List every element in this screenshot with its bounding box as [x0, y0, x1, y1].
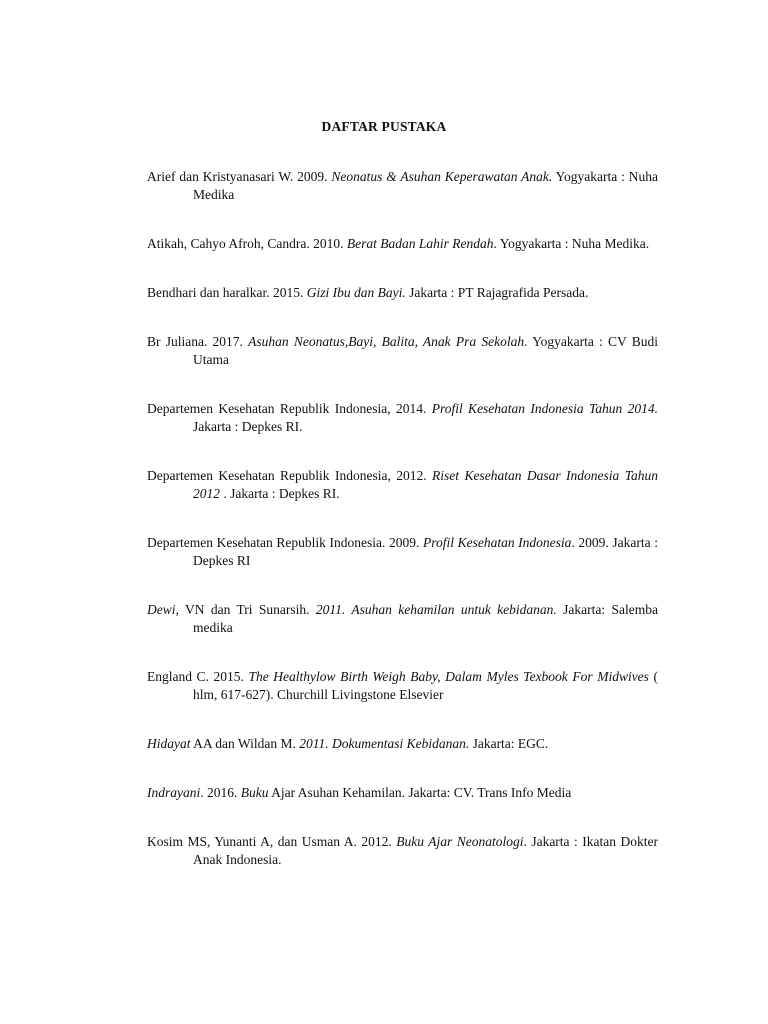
reference-text: . Yogyakarta : Nuha Medika. [493, 236, 650, 251]
reference-text: Jakarta : PT Rajagrafida Persada. [405, 285, 589, 300]
reference-text: . Jakarta : Ikatan Dokter Anak Indonesia. [193, 834, 658, 867]
reference-italic-text: Neonatus & Asuhan Keperawatan Anak. [331, 169, 553, 184]
reference-italic-text: Riset Kesehatan Dasar Indonesia Tahun 2012 [193, 468, 658, 501]
reference-italic-text: Buku Ajar Neonatologi [396, 834, 524, 849]
reference-italic-text: 2011. Dokumentasi Kebidanan. [299, 736, 470, 751]
reference-text: . Jakarta : Depkes RI. [220, 486, 340, 501]
reference-text: Departemen Kesehatan Republik Indonesia, 2014. [147, 401, 432, 416]
reference-entry [147, 400, 658, 436]
reference-italic-text: Profil Kesehatan Indonesia Tahun 2014. [431, 401, 658, 416]
reference-text: Departemen Kesehatan Republik Indonesia. 2009. [147, 535, 423, 550]
reference-entry [147, 534, 658, 570]
reference-entry [147, 235, 658, 253]
reference-italic-text: Berat Badan Lahir Rendah [346, 236, 494, 251]
reference-italic-text: Buku [240, 785, 269, 800]
reference-italic-text: Hidayat [147, 736, 191, 751]
reference-entry [147, 168, 658, 204]
reference-italic-text: Dewi [147, 602, 176, 617]
reference-entry [147, 833, 658, 869]
reference-italic-text: The Healthylow Birth Weigh Baby, Dalam Myles Texbook For Midwives [248, 669, 649, 684]
reference-entry [147, 467, 658, 503]
reference-italic-text: 2011. Asuhan kehamilan untuk kebidanan. [315, 602, 557, 617]
reference-text: . 2016. [200, 785, 241, 800]
reference-text: Jakarta: Salemba medika [193, 602, 658, 635]
reference-text: Jakarta: EGC. [469, 736, 549, 751]
reference-text: Atikah, Cahyo Afroh, Candra. 2010. [147, 236, 347, 251]
reference-text: Yogyakarta : Nuha Medika [193, 169, 658, 202]
reference-italic-text: Profil Kesehatan Indonesia [422, 535, 572, 550]
reference-text: Ajar Asuhan Kehamilan. Jakarta: CV. Trans Info Media [268, 785, 572, 800]
reference-text: Arief dan Kristyanasari W. 2009. [147, 169, 332, 184]
reference-italic-text: Gizi Ibu dan Bayi. [306, 285, 406, 300]
reference-text: , VN dan Tri Sunarsih. [175, 602, 316, 617]
reference-text: ( hlm, 617-627). Churchill Livingstone Elsevier [193, 669, 659, 702]
reference-italic-text: Indrayani [147, 785, 201, 800]
reference-entry [147, 668, 658, 704]
reference-italic-text: Asuhan Neonatus,Bayi, Balita, Anak Pra Sekolah. [248, 334, 528, 349]
reference-text: England C. 2015. [147, 669, 249, 684]
reference-text: Br Juliana. 2017. [147, 334, 249, 349]
reference-entry [147, 284, 658, 302]
reference-text: . 2009. Jakarta : Depkes RI [193, 535, 658, 568]
reference-entry [147, 784, 658, 802]
reference-text: Yogyakarta : CV Budi Utama [193, 334, 658, 367]
page-title: DAFTAR PUSTAKA [321, 119, 447, 134]
reference-text: Departemen Kesehatan Republik Indonesia, 2012. [147, 468, 433, 483]
reference-entry [147, 333, 658, 369]
reference-text: Bendhari dan haralkar. 2015. [147, 285, 307, 300]
reference-entry [147, 735, 658, 753]
reference-text: Jakarta : Depkes RI. [193, 419, 303, 434]
reference-entry [147, 601, 658, 637]
reference-text: Kosim MS, Yunanti A, dan Usman A. 2012. [147, 834, 397, 849]
reference-list [147, 168, 658, 900]
reference-text: AA dan Wildan M. [190, 736, 300, 751]
